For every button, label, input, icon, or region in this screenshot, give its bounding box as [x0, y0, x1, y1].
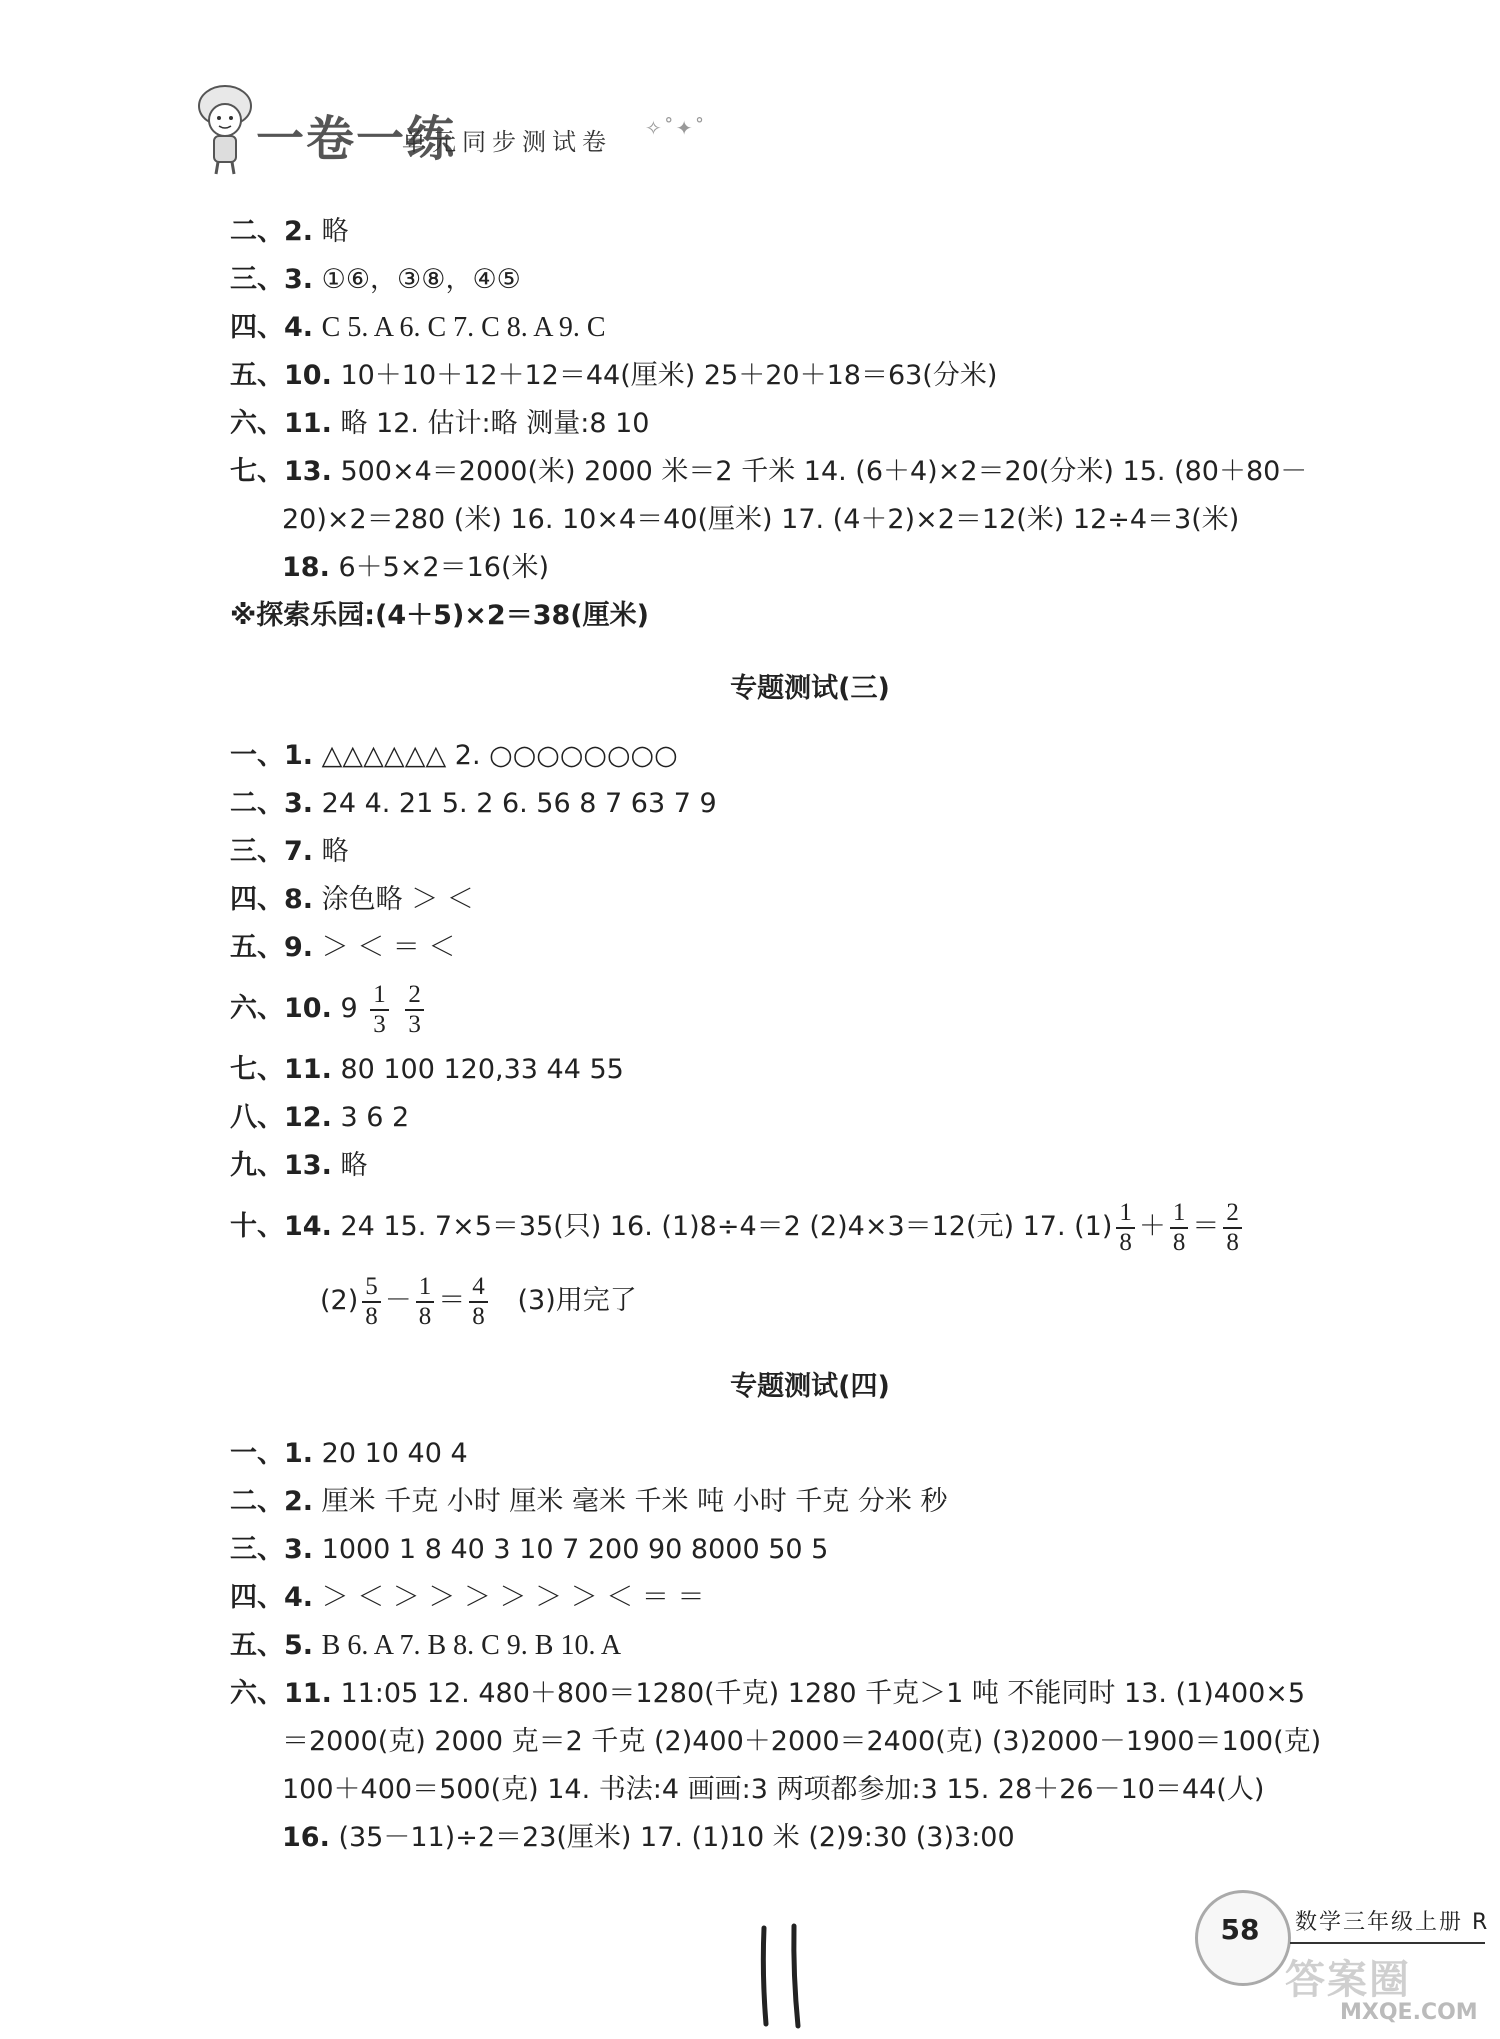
footer-divider — [1290, 1942, 1485, 1944]
answer-line: 九、13. 略 — [230, 1150, 368, 1181]
answer-line: 三、3. ①⑥，③⑧，④⑤ — [230, 264, 521, 295]
answer-line: 六、11. 略 12. 估计:略 测量:8 10 — [230, 408, 650, 439]
answer-line: 六、10. 9 $\frac{1}{3}$ $\frac{2}{3}$ — [230, 972, 1410, 1046]
answer-line: 100＋400＝500(克) 14. 书法:4 画画:3 两项都参加:3 15. 28＋26－10＝44(人) — [282, 1774, 1265, 1805]
answer-line: 五、9. ＞ ＜ ＝ ＜ — [230, 932, 456, 963]
answer-line: ※探索乐园:(4＋5)×2＝38(厘米) — [230, 600, 649, 631]
fraction: $\frac{1}{8}$ — [1170, 1199, 1189, 1257]
section-title: 专题测试(四) — [730, 1371, 890, 1402]
answer-line: 三、7. 略 — [230, 836, 349, 867]
handwritten-mark — [746, 1920, 816, 2030]
answer-line: ＝2000(克) 2000 克＝2 千克 (2)400＋2000＝2400(克) (3)2000－1900＝100(克) — [282, 1726, 1322, 1757]
answer-line: 七、13. 500×4＝2000(米) 2000 米＝2 千米 14. (6＋4)×2＝20(分米) 15. (80＋80－ — [230, 456, 1308, 487]
answer-line: 五、5. B 6. A 7. B 8. C 9. B 10. A — [230, 1630, 622, 1661]
answer-line: 十、14. 24 15. 7×5＝35(只) 16. (1)8÷4＝2 (2)4×3＝12(元) 17. (1) $\frac{1}{8}$ ＋ $\frac{1}{8}$ ＝ $\frac{2}{8}$ — [230, 1190, 1410, 1264]
answer-line: 四、4. C 5. A 6. C 7. C 8. A 9. C — [230, 312, 606, 343]
answer-line: 八、12. 3 6 2 — [230, 1102, 410, 1133]
answer-line: 20)×2＝280 (米) 16. 10×4＝40(厘米) 17. (4＋2)×2＝12(米) 12÷4＝3(米) — [282, 504, 1240, 535]
mascot-icon — [190, 78, 260, 178]
answer-line: 三、3. 1000 1 8 40 3 10 7 200 90 8000 50 5 — [230, 1534, 829, 1565]
answer-line: 四、8. 涂色略 ＞ ＜ — [230, 884, 474, 915]
fraction: $\frac{2}{8}$ — [1223, 1199, 1242, 1257]
watermark: 答案圈 — [1285, 1957, 1411, 2003]
answer-line: 二、3. 24 4. 21 5. 2 6. 56 8 7 63 7 9 — [230, 788, 717, 819]
answer-line: 五、10. 10＋10＋12＋12＝44(厘米) 25＋20＋18＝63(分米) — [230, 360, 998, 391]
answer-line: 二、2. 略 — [230, 216, 349, 247]
answer-line: 七、11. 80 100 120,33 44 55 — [230, 1054, 624, 1085]
page-header — [190, 78, 710, 178]
answer-line: 六、11. 11:05 12. 480＋800＝1280(千克) 1280 千克＞1 吨 不能同时 13. (1)400×5 — [230, 1678, 1306, 1709]
brand-subtitle: 单元同步测试卷 — [402, 128, 612, 156]
watermark-url: MXQE.COM — [1340, 2000, 1478, 2025]
answer-line: (2) $\frac{5}{8}$ － $\frac{1}{8}$ ＝ $\frac{4}{8}$ (3)用完了 — [320, 1272, 637, 1330]
page-number: 58 — [1220, 1913, 1260, 1946]
answer-line: 一、1. △△△△△△ 2. ○○○○○○○○ — [230, 740, 678, 771]
fraction: $\frac{1}{3}$ — [370, 981, 389, 1039]
section-title: 专题测试(三) — [730, 673, 890, 704]
fraction: $\frac{1}{8}$ — [1116, 1199, 1135, 1257]
brand-title: 一卷一练 — [256, 111, 457, 167]
answer-line: 二、2. 厘米 千克 小时 厘米 毫米 千米 吨 小时 千克 分米 秒 — [230, 1486, 948, 1517]
answer-line: 18. 6＋5×2＝16(米) — [282, 552, 550, 583]
answer-line: 一、1. 20 10 40 4 — [230, 1438, 468, 1469]
fraction: $\frac{2}{3}$ — [405, 981, 424, 1039]
stars-decoration-icon: ✧˚✦˚ — [645, 116, 707, 140]
fraction: $\frac{5}{8}$ — [362, 1273, 381, 1331]
fraction: $\frac{4}{8}$ — [469, 1273, 488, 1331]
answer-line: 16. (35－11)÷2＝23(厘米) 17. (1)10 米 (2)9:30 (3)3:00 — [282, 1822, 1015, 1853]
answer-line: 四、4. ＞ ＜ ＞ ＞ ＞ ＞ ＞ ＞ ＜ ＝ ＝ — [230, 1582, 705, 1613]
answer-content — [230, 208, 1410, 1862]
fraction: $\frac{1}{8}$ — [416, 1273, 435, 1331]
book-title: 数学三年级上册 R — [1295, 1910, 1490, 1935]
